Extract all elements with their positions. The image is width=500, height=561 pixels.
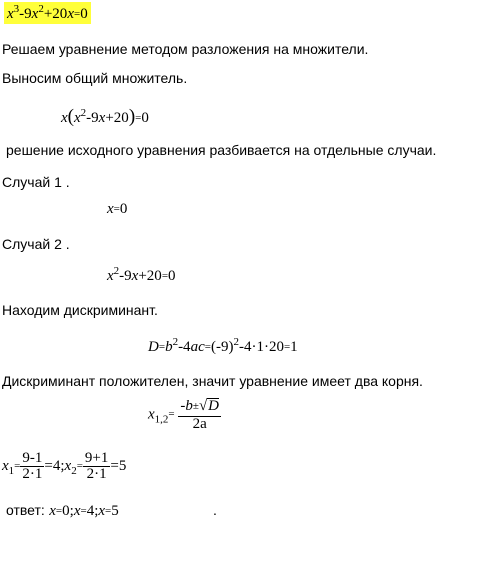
roots-formula (148, 398, 221, 432)
var-D: D (208, 398, 220, 414)
zero: 0 (168, 268, 176, 284)
equation-highlight (4, 2, 91, 24)
term: +20 (105, 110, 129, 126)
var-x: x (49, 503, 56, 519)
equals-sign: = (105, 505, 112, 517)
var-x: x (74, 110, 81, 126)
equals-sign: = (283, 341, 291, 353)
equals-sign: = (14, 459, 21, 472)
fraction-denominator (178, 417, 221, 432)
var-x: x (98, 110, 106, 126)
case2-label: Случай 2 . (2, 236, 70, 252)
term: +20 (138, 268, 162, 284)
base: (-9) (210, 339, 234, 355)
close-paren: ) (128, 106, 136, 127)
answer-label: ответ: (6, 502, 45, 518)
result: 1 (290, 339, 298, 355)
case1-equation (107, 201, 127, 218)
root1-fraction (20, 451, 44, 482)
equals-sign: = (168, 408, 175, 420)
open-paren: ( (67, 106, 74, 127)
equals-sign: = (158, 341, 166, 353)
answer-value: 4 (86, 503, 95, 519)
term: +20 (43, 6, 68, 22)
var-x: x (107, 268, 114, 284)
equals-sign: = (204, 341, 211, 353)
original-equation (4, 3, 91, 23)
equals-sign: = (135, 112, 142, 124)
var-x: x (148, 406, 155, 423)
equals-sign: = (161, 270, 169, 282)
var-x: x (7, 6, 14, 22)
term: -9 (119, 268, 132, 284)
answer-line (6, 502, 119, 520)
method-text: Решаем уравнение методом разложения на множители. (2, 41, 369, 57)
var-x: x (67, 6, 74, 22)
answer-value: 0 (62, 503, 70, 519)
common-factor-text: Выносим общий множитель. (2, 70, 188, 86)
var-x: x (98, 503, 106, 519)
var-x: x (31, 6, 39, 22)
roots-fraction (178, 398, 221, 432)
equals-sign: = (55, 505, 63, 517)
var-D: D (148, 339, 159, 355)
zero: 0 (80, 6, 88, 22)
fraction-numerator: 9-1 (22, 450, 43, 466)
answer-value: 5 (111, 503, 119, 519)
var-x: x (61, 110, 68, 126)
answer-values (49, 503, 119, 519)
exponent: 2 (113, 265, 120, 277)
equals-sign: = (113, 203, 120, 215)
denominator-text: 2a (192, 416, 207, 432)
subscript: 1 (8, 464, 15, 477)
root1-value: =4 (44, 458, 61, 474)
term: -4 (178, 339, 191, 355)
var-x: x (131, 268, 139, 284)
fraction-numerator (178, 398, 221, 417)
case1-label: Случай 1 . (2, 174, 70, 190)
exponent: 3 (13, 3, 20, 15)
var-x: x (73, 503, 81, 519)
var-x: x (107, 201, 114, 217)
exponent: 2 (80, 107, 87, 119)
zero: 0 (119, 201, 128, 217)
plus-minus: ± (192, 400, 199, 412)
root2-value: =5 (110, 458, 127, 474)
roots-values (2, 451, 126, 482)
case2-equation (107, 265, 176, 285)
equals-sign: = (76, 459, 83, 472)
trailing-dot: . (213, 502, 217, 518)
positive-discriminant-text: Дискриминант положителен, значит уравнение имеет два корня. (2, 373, 423, 389)
fraction-denominator: 2·1 (86, 466, 107, 482)
equals-sign: = (73, 8, 81, 20)
exponent: 2 (172, 336, 179, 348)
var-b: -b (180, 398, 193, 414)
sqrt-radicand (207, 398, 219, 414)
var-x: x (64, 458, 72, 474)
zero: 0 (141, 110, 149, 126)
discriminant-equation (148, 336, 298, 356)
separator: ; (94, 503, 99, 519)
term: -4·1·20 (238, 339, 284, 355)
equals-sign: = (80, 505, 87, 517)
separator: ; (60, 458, 65, 474)
subscript: 2 (71, 464, 77, 477)
exponent: 2 (38, 3, 44, 15)
factored-equation (61, 106, 149, 128)
subscript: 1,2 (154, 413, 169, 426)
separator: ; (69, 503, 74, 519)
term: -9 (86, 110, 99, 126)
term: -9 (19, 6, 32, 22)
var-ac: ac (190, 339, 205, 355)
discriminant-label: Находим дискриминант. (2, 302, 158, 318)
sqrt-sign: √ (198, 398, 208, 414)
var-b: b (165, 339, 173, 355)
fraction-numerator: 9+1 (84, 450, 109, 466)
fraction-denominator: 2·1 (22, 466, 43, 482)
split-cases-text: решение исходного уравнения разбивается на отдельные случаи. (6, 142, 437, 158)
root2-fraction (83, 451, 110, 482)
var-x: x (2, 458, 9, 474)
exponent: 2 (233, 336, 239, 348)
